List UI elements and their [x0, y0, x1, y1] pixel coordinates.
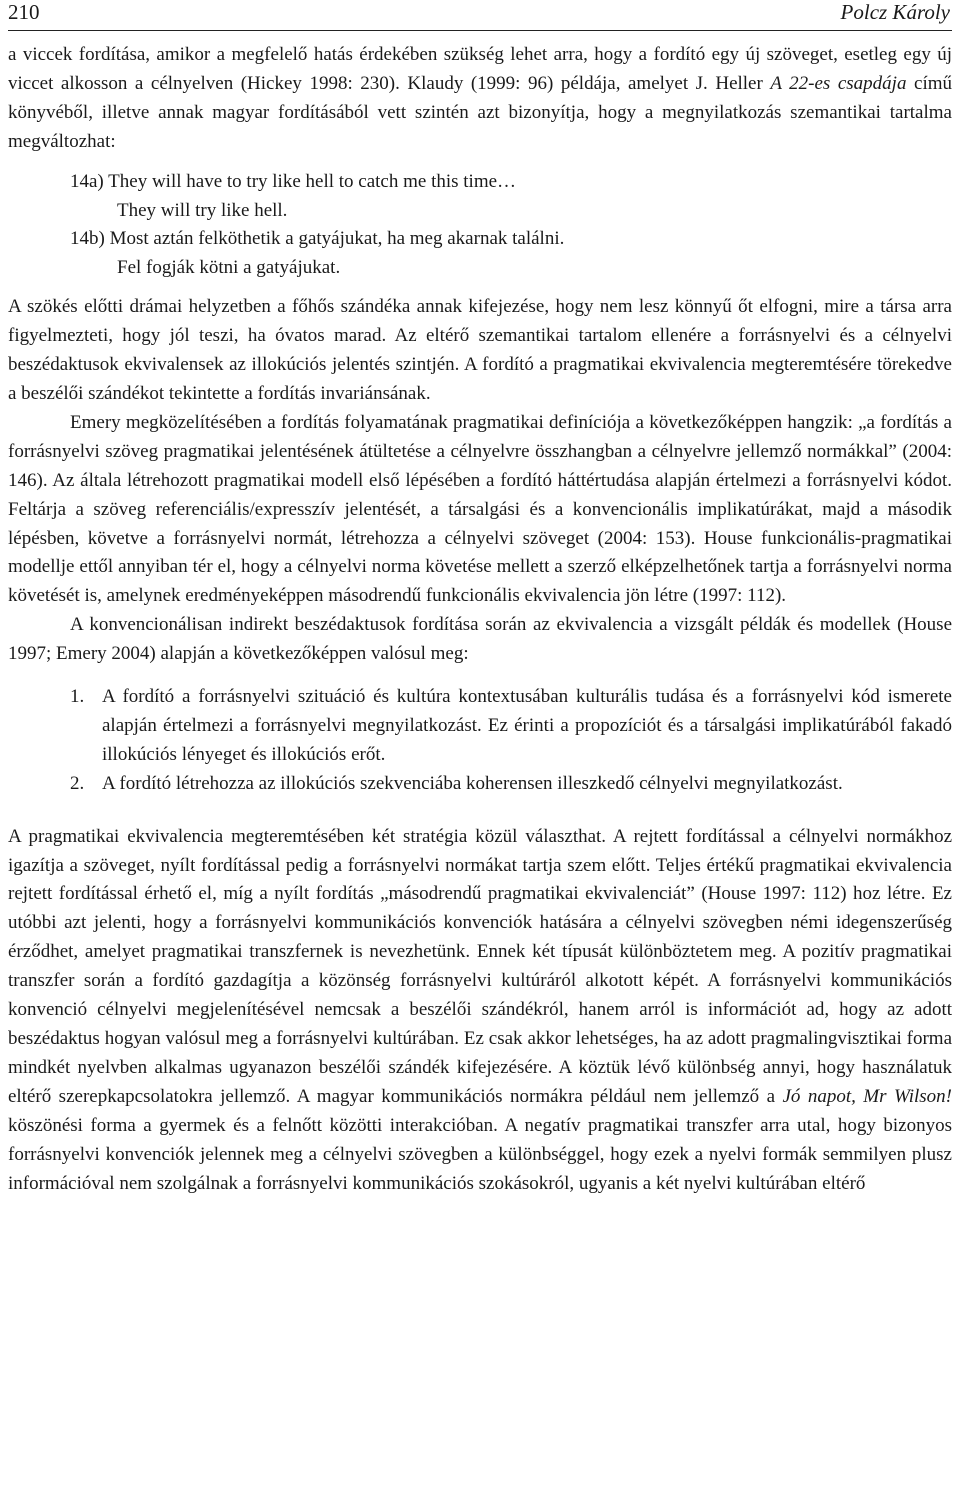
list-item	[70, 683, 952, 770]
list-item-text: A fordító a forrásnyelvi szituáció és kultúra kontextusában kulturális tudása és a forrásnyelvi kód ismerete alapján értelmezi a forrásnyelvi megnyilatkozást. Ez érinti a propozíciót és a társalgási implikatúrából fakadó illokúciós lényeget és illokúciós erőt.	[102, 686, 952, 765]
greeting-example: Jó napot, Mr Wilson!	[782, 1085, 953, 1107]
paragraph-5	[8, 823, 952, 1199]
paragraph-1-text-b: című könyvéből, illetve annak magyar fordításából vett szintén azt bizonyítja, hogy a megnyilatkozás szemantikai tartalma megváltozhat:	[8, 72, 952, 152]
example-block	[70, 168, 952, 284]
paragraph-1-text-a: a viccek fordítása, amikor a megfelelő hatás érdekében szükség lehet arra, hogy a fordító egy új szöveget, esetleg egy új viccet alkosson a célnyelven (Hickey 1998: 230). Klaudy (1999: 96) példája, amelyet J. Heller	[8, 44, 952, 94]
paragraph-5-text-a: A pragmatikai ekvivalencia megteremtésében két stratégia közül választhat. A rejtett fordítással a célnyelvi normákhoz igazítja a szöveget, nyílt fordítással pedig a forrásnyelvi normákat tartja szem előtt. Teljes értékű pragmatikai ekvivalencia rejtett fordítással érhető el, míg a nyílt fordítás „másodrendű pragmatikai ekvivalenciát” (House 1997: 112) hoz létre. Ez utóbbi azt jelenti, hogy a forrásnyelvi kommunikációs konvenciók hatására a célnyelvi szövegben némi idegenszerűség érződhet, amelyet pragmatikai transzfernek is nevezhetünk. Ennek két típusát különböztetem meg. A pozitív pragmatikai transzfer során a fordító gazdagítja a közönség forrásnyelvi kultúráról alkotott képét. A forrásnyelvi kommunikációs konvenció célnyelvi megjelenítésével nemcsak a beszélői szándékról, hanem arról is információt ad, hogy az adott beszédaktus hogyan valósul meg a forrásnyelvi kultúrában. Ez csak akkor lehetséges, ha az adott pragmalingvisztikai forma mindkét nyelvben alkalmas ugyanazon beszélői szándék kifejezésére. A köztük lévő különbség annyi, hogy használatuk eltérő szerepkapcsolatokra jellemző. A magyar kommunikációs normákra például nem jellemző a	[8, 825, 952, 1107]
example-14b-line-1: 14b) Most aztán felköthetik a gatyájukat, ha meg akarnak találni.	[70, 228, 565, 250]
paragraph-3: Emery megközelítésében a fordítás folyamatának pragmatikai definíciója a következőképpen hangzik: „a fordítás a forrásnyelvi szöveg pragmatikai jelentésének átültetése a célnyelvre összhangban a célnyelvre jellemző normákkal” (2004: 146). Az általa létrehozott pragmatikai modell első lépésében a fordító háttértudása alapján értelmezi a forrásnyelvi kódot. Feltárja a szöveg referenciális/expresszív jelentését, a társalgási és a konvencionális implikatúrákat, majd a második lépésben, követve a forrásnyelvi normát, létrehozza a célnyelvi szöveget (2004: 153). House funkcionális-pragmatikai modellje ettől annyiban tér el, hogy a célnyelvi norma követése mellett a szerző elképzelhetőnek tartja a forrásnyelvi norma követését is, amelynek eredményeképpen másodrendű funkcionális ekvivalencia jön létre (1997: 112).	[8, 411, 952, 607]
example-14a-line-2: They will try like hell.	[117, 199, 288, 221]
example-14a-line-1: 14a) They will have to try like hell to catch me this time…	[70, 170, 517, 192]
list-item-number: 2.	[70, 772, 85, 794]
running-head-author: Polcz Károly	[840, 0, 950, 24]
page-header	[8, 0, 952, 31]
example-14b-line-2: Fel fogják kötni a gatyájukat.	[117, 257, 341, 279]
paragraph-2: A szökés előtti drámai helyzetben a főhős szándéka annak kifejezése, hogy nem lesz könnyű őt elfogni, mire a társa arra figyelmezteti, hogy jól teszi, ha óvatos marad. Az eltérő szemantikai tartalom ellenére a forrásnyelvi és a célnyelvi beszédaktusok ekvivalensek az illokúciós jelentés szintjén. A fordító a pragmatikai ekvivalencia megteremtésére törekedve a beszélői szándékot tekintette a fordítás invariánsának.	[8, 296, 952, 404]
list-item-text: A fordító létrehozza az illokúciós szekvenciába koherensen illeszkedő célnyelvi megnyilatkozást.	[102, 772, 843, 794]
paragraph-1	[8, 41, 952, 157]
list-item-number: 1.	[70, 686, 85, 708]
page-number: 210	[8, 0, 40, 24]
numbered-list	[70, 683, 952, 799]
list-item	[70, 770, 952, 799]
book-title: A 22-es csapdája	[770, 72, 907, 94]
paragraph-4: A konvencionálisan indirekt beszédaktusok fordítása során az ekvivalencia a vizsgált példák és modellek (House 1997; Emery 2004) alapján a következőképpen valósul meg:	[8, 614, 952, 665]
paragraph-5-text-b: köszönési forma a gyermek és a felnőtt közötti interakcióban. A negatív pragmatikai transzfer arra utal, hogy bizonyos forrásnyelvi konvenciók jelennek meg a célnyelvi szövegben a különbséggel, hogy ezek a nyelvi formák semmilyen plusz információval nem szolgálnak a forrásnyelvi kommunikációs szokásokról, ugyanis a két nyelvi kultúrában eltérő	[8, 1114, 952, 1194]
page-body	[8, 41, 952, 1198]
